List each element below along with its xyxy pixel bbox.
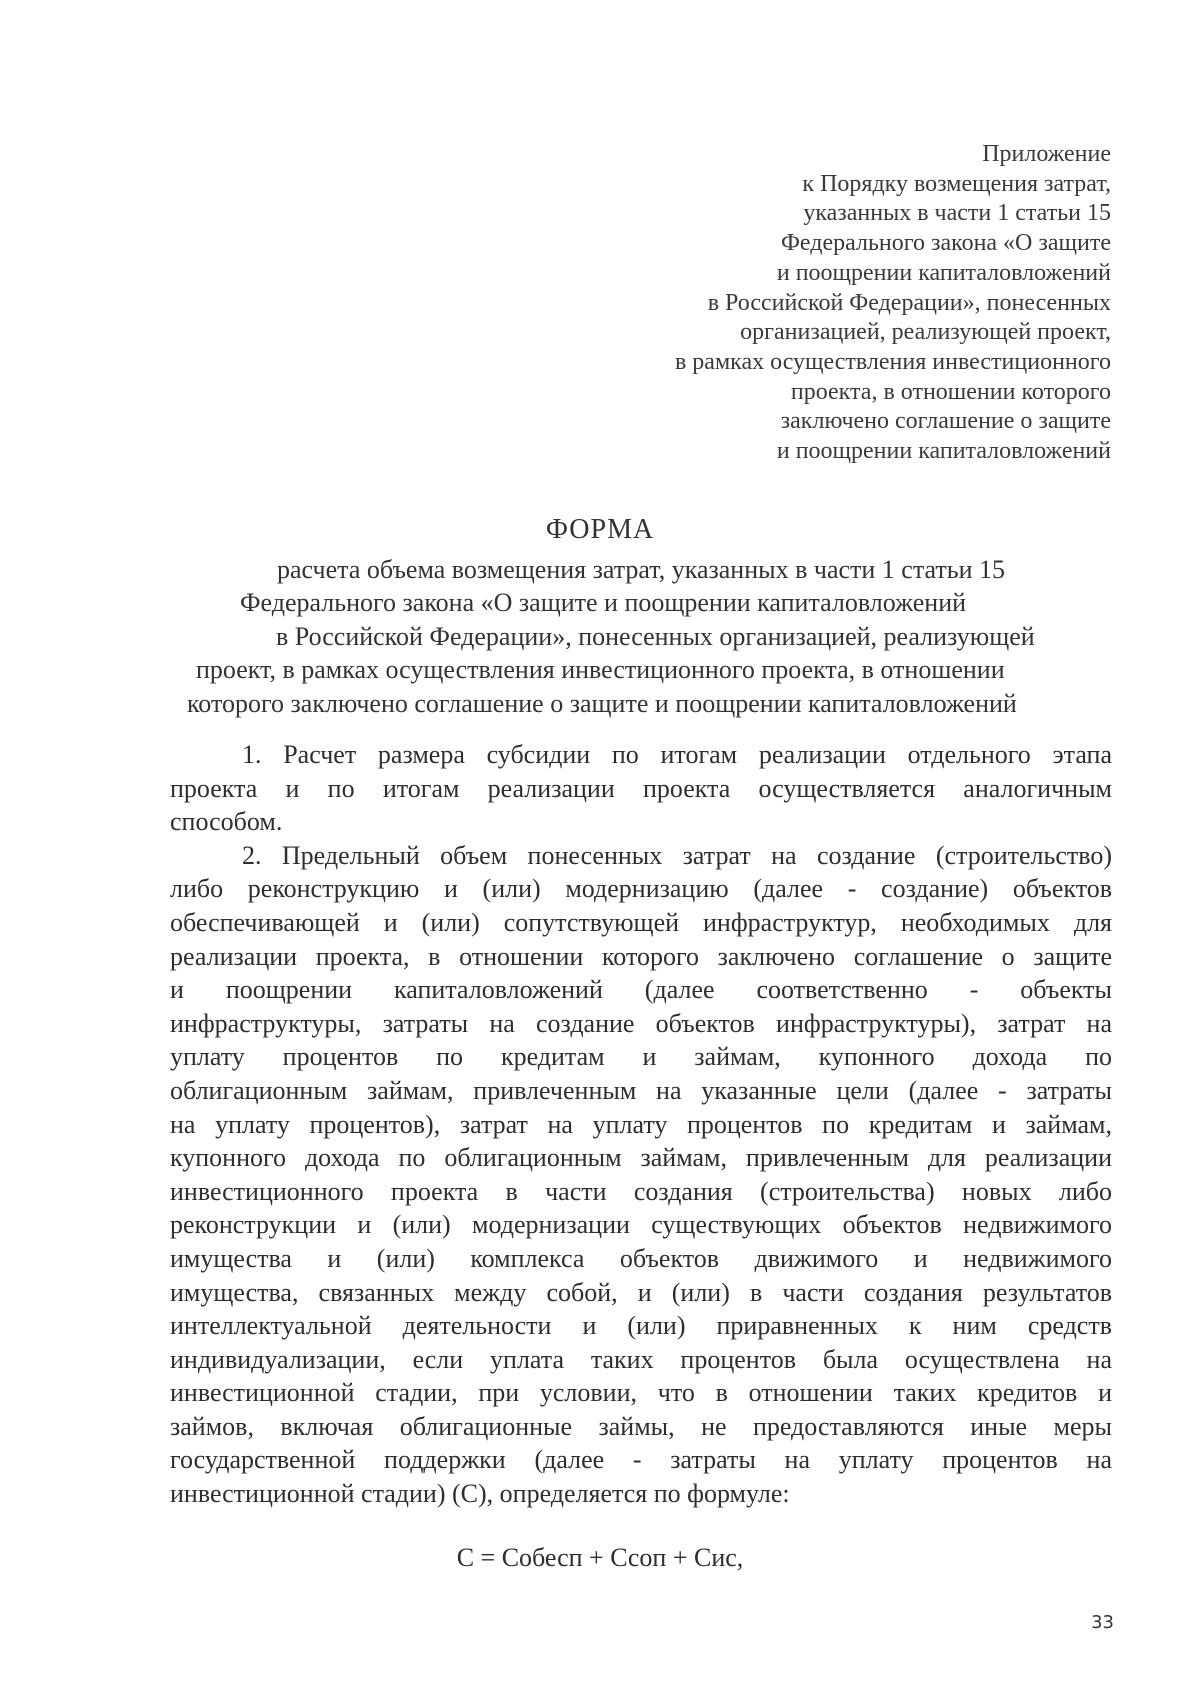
paragraph-1-line: 1. Расчет размера субсидии по итогам реализации отдельного этапа xyxy=(242,740,1112,769)
form-title: ФОРМА xyxy=(545,514,655,545)
appendix-line: Приложение xyxy=(982,141,1111,167)
paragraph-2-line: купонного дохода по облигационным займам, привлеченным для реализации xyxy=(170,1143,1112,1173)
formula: С = Собесп + Ссоп + Сис, xyxy=(456,1543,744,1572)
paragraph-2-line: имущества, связанных между собой, и (или) в части создания результатов xyxy=(170,1277,1112,1307)
paragraph-2-line: обеспечивающей и (или) сопутствующей инфраструктур, необходимых для xyxy=(170,907,1112,937)
paragraph-2-line: и поощрении капиталовложений (далее соответственно - объекты xyxy=(170,975,1112,1005)
paragraph-2-line: интеллектуальной деятельности и (или) приравненных к ним средств xyxy=(170,1311,1112,1341)
paragraph-1-line: способом. xyxy=(170,807,283,837)
paragraph-2-line: 2. Предельный объем понесенных затрат на создание (строительство) xyxy=(242,840,1112,870)
paragraph-2-line: на уплату процентов), затрат на уплату процентов по кредитам и займам, xyxy=(170,1109,1112,1139)
appendix-line: указанных в части 1 статьи 15 xyxy=(803,200,1111,227)
form-subtitle-text: Федерального закона «О защите и поощрении капиталовложений xyxy=(240,588,967,617)
appendix-line: в рамках осуществления инвестиционного xyxy=(674,348,1111,375)
paragraph-2-line: индивидуализации, если уплата таких процентов была осуществлена на xyxy=(170,1344,1112,1374)
paragraph-2-line: реализации проекта, в отношении которого заключено соглашение о защите xyxy=(170,941,1112,971)
appendix-line: к Порядку возмещения затрат, xyxy=(802,170,1111,197)
paragraph-2-line: государственной поддержки (далее - затраты на уплату процентов на xyxy=(170,1445,1112,1475)
paragraph-2-line: инвестиционной стадии) (С), определяется по формуле: xyxy=(170,1479,790,1509)
form-subtitle-text: которого заключено соглашение о защите и поощрении капиталовложений xyxy=(187,689,1017,718)
form-subtitle-line xyxy=(240,586,1170,620)
paragraph-2-line: имущества и (или) комплекса объектов движимого и недвижимого xyxy=(170,1243,1112,1273)
appendix-block xyxy=(551,140,1111,467)
form-subtitle-line xyxy=(187,687,1117,721)
appendix-line: в Российской Федерации», понесенных xyxy=(707,289,1111,316)
appendix-line: и поощрении капиталовложений xyxy=(776,438,1111,465)
paragraph-1-line: проекта и по итогам реализации проекта осуществляется аналогичным xyxy=(170,773,1112,803)
paragraph-2-line: реконструкции и (или) модернизации существующих объектов недвижимого xyxy=(170,1210,1112,1240)
appendix-line: проекта, в отношении которого xyxy=(790,378,1111,405)
form-subtitle-line xyxy=(196,653,1126,687)
appendix-line: заключено соглашение о защите xyxy=(780,408,1111,435)
form-subtitle-text: расчета объема возмещения затрат, указанных в части 1 статьи 15 xyxy=(277,555,1006,584)
appendix-line: и поощрении капиталовложений xyxy=(776,259,1111,286)
form-subtitle-line xyxy=(277,553,1200,587)
paragraph-2-line: инвестиционного проекта в части создания (строительства) новых либо xyxy=(170,1176,1112,1206)
paragraph-2-line: займов, включая облигационные займы, не предоставляются иные меры xyxy=(170,1411,1112,1441)
paragraph-2-line: облигационным займам, привлеченным на указанные цели (далее - затраты xyxy=(170,1075,1112,1105)
paragraph-2-line: инфраструктуры, затраты на создание объектов инфраструктуры), затрат на xyxy=(170,1008,1112,1038)
form-subtitle-line xyxy=(276,620,1200,654)
paragraph-2-line: уплату процентов по кредитам и займам, купонного дохода по xyxy=(170,1042,1112,1072)
document-body xyxy=(170,738,1112,1511)
paragraph-2-line: либо реконструкцию и (или) модернизацию (далее - создание) объектов xyxy=(170,874,1112,904)
page-number: 33 xyxy=(1091,1612,1114,1633)
paragraph-2-line: инвестиционной стадии, при условии, что в отношении таких кредитов и xyxy=(170,1378,1112,1408)
form-subtitle-text: в Российской Федерации», понесенных организацией, реализующей xyxy=(276,622,1035,651)
appendix-line: Федерального закона «О защите xyxy=(780,230,1111,257)
appendix-line: организацией, реализующей проект, xyxy=(740,319,1111,346)
form-subtitle-text: проект, в рамках осуществления инвестиционного проекта, в отношении xyxy=(196,655,1005,684)
